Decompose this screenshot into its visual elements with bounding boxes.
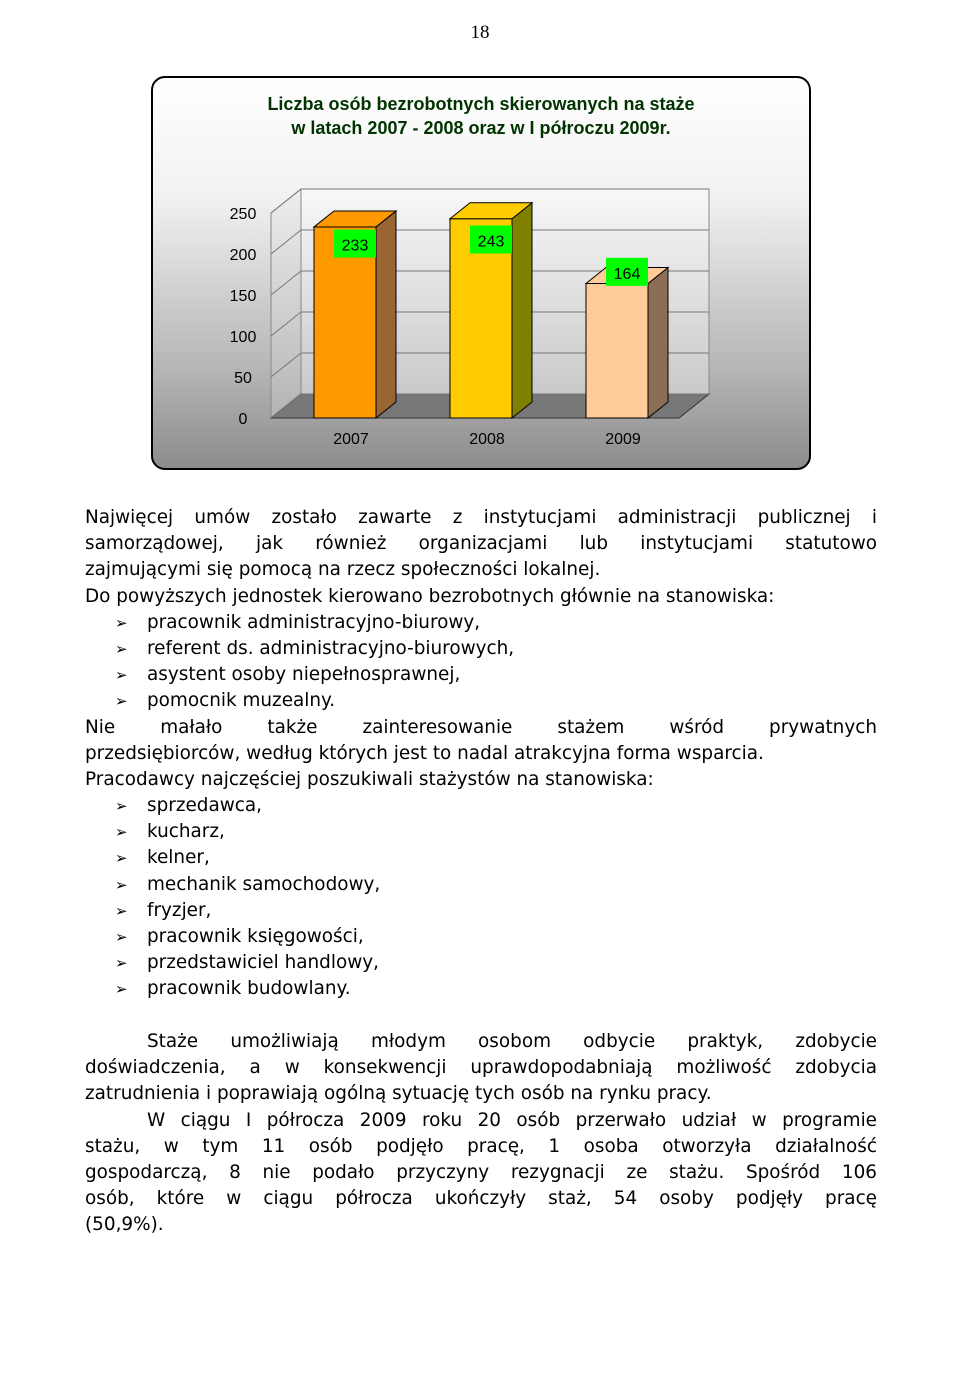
list-item [85, 688, 877, 714]
chart-title-line-1: Liczba osób bezrobotnych skierowanych na staże [267, 94, 695, 114]
para5-line3: zatrudnienia i poprawiają ogólną sytuację tych osób na rynku pracy. [85, 1083, 712, 1105]
list-item-text: referent ds. administracyjno-biurowych, [147, 637, 515, 659]
main-text [85, 505, 877, 1003]
list-item-text: kelner, [147, 847, 210, 869]
para5-line1: Staże umożliwiają młodym osobom odbycie praktyk, zdobycie [147, 1031, 877, 1052]
closing-text [85, 1029, 877, 1239]
x-tick-label: 2007 [333, 431, 369, 448]
bar-side-2007 [376, 211, 396, 418]
bar-side-2008 [512, 203, 532, 418]
arrow-bullet-icon: ➢ [115, 823, 128, 842]
list-item-text: fryzjer, [147, 899, 212, 921]
chart-panel [151, 76, 811, 470]
list-item-text: pracownik administracyjno-biurowy, [147, 611, 481, 633]
list-item [85, 898, 877, 924]
arrow-bullet-icon: ➢ [115, 613, 128, 632]
arrow-bullet-icon: ➢ [115, 901, 128, 920]
data-label: 233 [341, 237, 369, 255]
para6-line2: stażu, w tym 11 osób podjęło pracę, 1 osoba otworzyła działalność [85, 1135, 877, 1157]
y-tick-label: 250 [229, 206, 257, 223]
y-tick-label: 50 [234, 370, 252, 387]
para6-line4: osób, które w ciągu półrocza ukończyły staż, 54 osoby podjęły pracę [85, 1188, 877, 1210]
job-list-1 [85, 610, 877, 715]
para1-line2: samorządowej, jak również organizacjami lub instytucjami statutowo [85, 533, 877, 555]
para3-line2: przedsiębiorców, według których jest to nadal atrakcyjna forma wsparcia. [85, 742, 764, 764]
para6-line3: gospodarczą, 8 nie podało przyczyny rezygnacji ze stażu. Spośród 106 [85, 1161, 877, 1183]
list-item-text: pracownik księgowości, [147, 926, 364, 947]
para1-line1: Najwięcej umów zostało zawarte z instytucjami administracji publicznej i [85, 507, 877, 528]
list-item-text: mechanik samochodowy, [147, 873, 381, 895]
bar-chart [153, 78, 809, 468]
list-item-text: sprzedawca, [147, 795, 262, 817]
list-item [85, 819, 877, 845]
list-item-text: pracownik budowlany. [147, 978, 351, 1000]
page-number: 18 [470, 22, 490, 43]
list-item-text: pomocnik muzealny. [147, 690, 336, 712]
arrow-bullet-icon: ➢ [115, 954, 128, 973]
list-item-text: przedstawiciel handlowy, [147, 952, 379, 974]
bar-front-2009 [586, 284, 648, 418]
arrow-bullet-icon: ➢ [115, 666, 128, 685]
para2-intro: Do powyższych jednostek kierowano bezrobotnych głównie na stanowiska: [85, 585, 775, 607]
list-item-text: asystent osoby niepełnosprawnej, [147, 664, 461, 686]
x-tick-label: 2009 [605, 431, 641, 448]
job-list-2 [85, 793, 877, 1003]
para5-line2: doświadczenia, a w konsekwencji uprawdopodabniają możliwość zdobycia [85, 1057, 877, 1079]
arrow-bullet-icon: ➢ [115, 875, 128, 894]
list-item [85, 793, 877, 819]
para4-intro: Pracodawcy najczęściej poszukiwali stażystów na stanowiska: [85, 768, 654, 790]
arrow-bullet-icon: ➢ [115, 797, 128, 816]
list-item [85, 662, 877, 688]
y-tick-label: 200 [229, 247, 257, 264]
x-tick-label: 2008 [469, 431, 505, 448]
arrow-bullet-icon: ➢ [115, 980, 128, 999]
y-tick-label: 0 [238, 411, 248, 428]
arrow-bullet-icon: ➢ [115, 849, 128, 868]
list-item [85, 872, 877, 898]
list-item [85, 636, 877, 662]
list-item [85, 976, 877, 1002]
para6-line1: W ciągu I półrocza 2009 roku 20 osób przerwało udział w programie [147, 1109, 877, 1131]
data-label: 243 [477, 233, 505, 251]
list-item-text: kucharz, [147, 821, 225, 843]
list-item [85, 950, 877, 976]
chart-side-wall [271, 189, 301, 418]
y-tick-label: 100 [229, 329, 257, 346]
arrow-bullet-icon: ➢ [115, 692, 128, 711]
arrow-bullet-icon: ➢ [115, 928, 128, 946]
para3-line1: Nie małało także zainteresowanie stażem wśród prywatnych [85, 716, 877, 738]
y-tick-label: 150 [229, 288, 257, 305]
data-label: 164 [613, 265, 641, 283]
chart-title-line-2: w latach 2007 - 2008 oraz w I półroczu 2009r. [291, 118, 671, 138]
list-item [85, 924, 877, 950]
bar-side-2009 [648, 268, 668, 418]
para6-line5: (50,9%). [85, 1214, 164, 1236]
list-item [85, 845, 877, 871]
para1-line3: zajmującymi się pomocą na rzecz społeczności lokalnej. [85, 559, 601, 581]
list-item [85, 610, 877, 636]
arrow-bullet-icon: ➢ [115, 639, 128, 658]
